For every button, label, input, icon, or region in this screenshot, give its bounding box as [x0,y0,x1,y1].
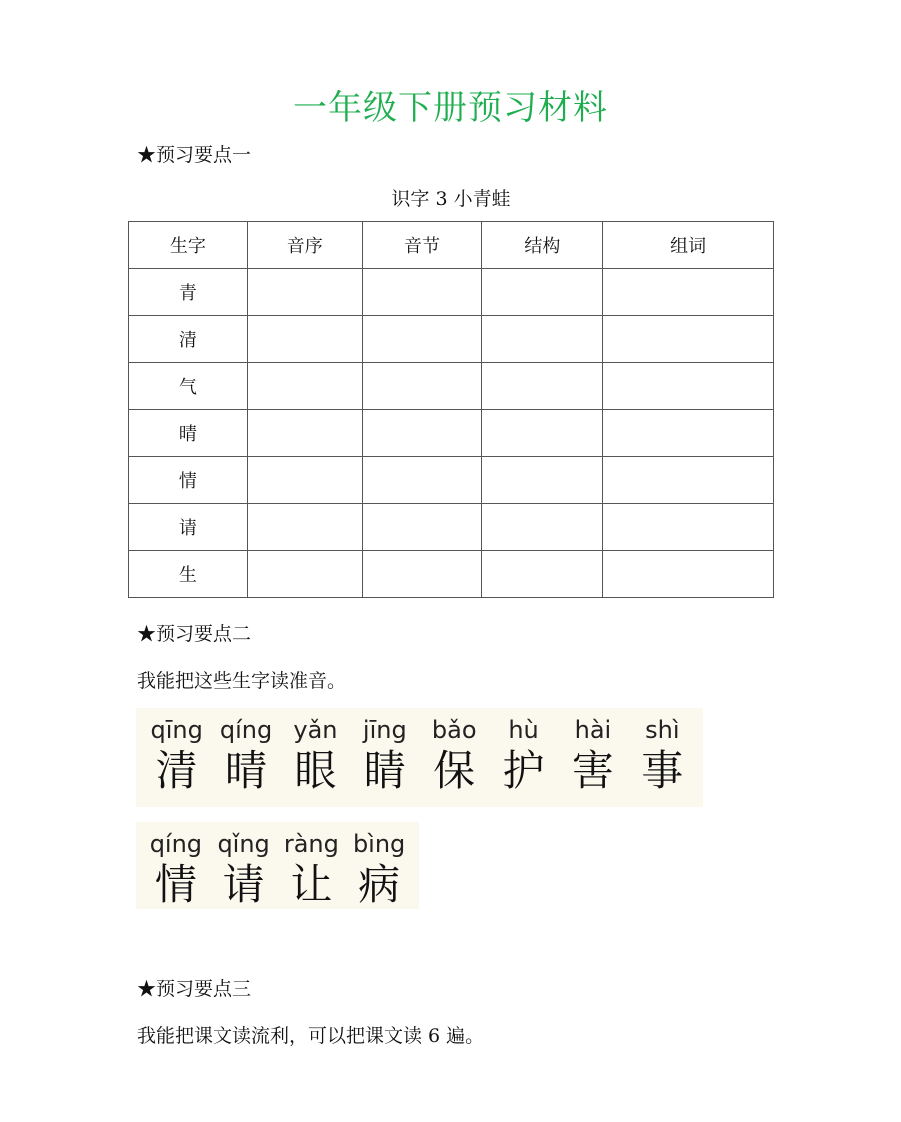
answer-cell[interactable] [247,551,362,598]
hanzi-character: 保 [433,746,476,795]
character-cell: 情 [129,457,248,504]
section-heading-1: ★预习要点一 [137,144,252,166]
pinyin-text: yǎn [293,716,338,744]
table-row [129,363,774,410]
hanzi-character: 事 [641,746,684,795]
document-title: 一年级下册预习材料 [293,88,608,128]
table-caption: 识字 3 小青蛙 [391,188,511,210]
character-cell: 生 [129,551,248,598]
pinyin-character [558,708,627,807]
answer-cell[interactable] [482,504,603,551]
answer-cell[interactable] [603,504,774,551]
pinyin-text: ràng [283,830,339,858]
pinyin-text: qǐng [217,830,270,858]
pinyin-text: hài [574,716,612,744]
pinyin-character [489,708,558,807]
answer-cell[interactable] [603,410,774,457]
answer-cell[interactable] [247,316,362,363]
pinyin-text: hù [508,716,539,744]
column-header: 结构 [482,222,603,269]
hanzi-character: 情 [154,860,197,909]
hanzi-character: 请 [222,860,265,909]
pinyin-strip-1 [136,708,703,807]
column-header: 生字 [129,222,248,269]
table-row [129,504,774,551]
answer-cell[interactable] [482,269,603,316]
table-row [129,457,774,504]
answer-cell[interactable] [247,504,362,551]
character-cell: 清 [129,316,248,363]
pinyin-character [211,708,280,807]
answer-cell[interactable] [482,316,603,363]
answer-cell[interactable] [482,363,603,410]
pinyin-text: shì [645,716,680,744]
pinyin-character [142,822,210,909]
table-row [129,316,774,363]
section2-instruction: 我能把这些生字读准音。 [137,670,347,692]
table-row [129,551,774,598]
answer-cell[interactable] [362,410,482,457]
character-cell: 请 [129,504,248,551]
hanzi-character: 害 [571,746,614,795]
answer-cell[interactable] [362,551,482,598]
answer-cell[interactable] [247,363,362,410]
answer-cell[interactable] [362,269,482,316]
pinyin-character [281,708,350,807]
answer-cell[interactable] [603,551,774,598]
pinyin-text: qīng [150,716,203,744]
answer-cell[interactable] [603,316,774,363]
answer-cell[interactable] [603,457,774,504]
section-heading-2: ★预习要点二 [137,623,252,645]
answer-cell[interactable] [603,363,774,410]
character-cell: 晴 [129,410,248,457]
table-row [129,269,774,316]
character-cell: 气 [129,363,248,410]
hanzi-character: 让 [290,860,333,909]
answer-cell[interactable] [482,457,603,504]
hanzi-character: 眼 [294,746,337,795]
characters-table [128,221,774,598]
pinyin-character [345,822,413,909]
pinyin-strip-2 [136,822,419,909]
answer-cell[interactable] [362,504,482,551]
hanzi-character: 晴 [225,746,268,795]
hanzi-character: 睛 [363,746,406,795]
table-header-row [129,222,774,269]
answer-cell[interactable] [247,410,362,457]
pinyin-text: qíng [219,716,273,744]
hanzi-character: 病 [358,860,401,909]
pinyin-character [420,708,489,807]
pinyin-text: bǎo [431,716,477,744]
answer-cell[interactable] [603,269,774,316]
pinyin-character [628,708,697,807]
answer-cell[interactable] [482,551,603,598]
section3-instruction: 我能把课文读流利，可以把课文读 6 遍。 [137,1025,485,1047]
pinyin-character [350,708,419,807]
answer-cell[interactable] [362,316,482,363]
hanzi-character: 清 [155,746,198,795]
column-header: 组词 [603,222,774,269]
pinyin-text: qíng [149,830,203,858]
pinyin-character [210,822,278,909]
table-row [129,410,774,457]
answer-cell[interactable] [482,410,603,457]
answer-cell[interactable] [247,457,362,504]
pinyin-text: bìng [352,830,406,858]
section-heading-3: ★预习要点三 [137,978,252,1000]
hanzi-character: 护 [502,746,545,795]
answer-cell[interactable] [247,269,362,316]
pinyin-character [278,822,346,909]
column-header: 音序 [247,222,362,269]
character-cell: 青 [129,269,248,316]
answer-cell[interactable] [362,457,482,504]
column-header: 音节 [362,222,482,269]
pinyin-text: jīng [362,716,407,744]
answer-cell[interactable] [362,363,482,410]
pinyin-character [142,708,211,807]
